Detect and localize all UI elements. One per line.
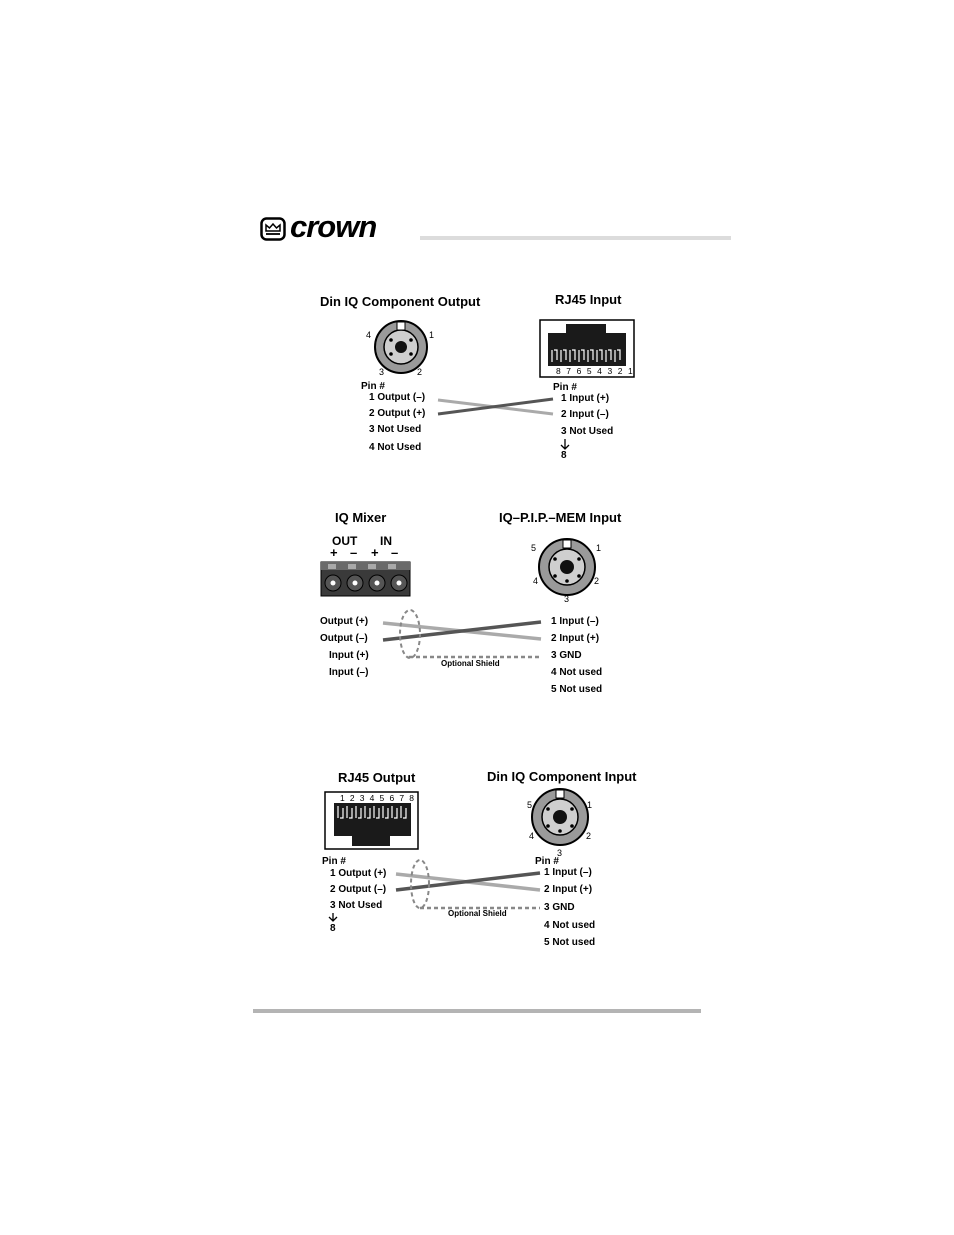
din-pin-label: 4 xyxy=(366,330,372,340)
iq-mixer-title: IQ Mixer xyxy=(335,510,387,525)
din-pin-label: 5 xyxy=(531,543,537,553)
pip-mem-input-title: IQ–P.I.P.–MEM Input xyxy=(499,510,622,525)
din-pin-label: 2 xyxy=(417,367,423,377)
rj45-input-title: RJ45 Input xyxy=(555,292,622,307)
wire-label: Input (+) xyxy=(329,650,369,661)
pin-row: 1 Input (–) xyxy=(551,616,599,627)
pin-row: 4 Not used xyxy=(551,667,603,678)
polarity-mark: + xyxy=(330,545,338,560)
out-label: OUT xyxy=(332,534,358,548)
shield-drain-wire xyxy=(410,657,540,658)
din-pin-label: 3 xyxy=(379,367,385,377)
pin-row: 5 Not used xyxy=(544,937,596,948)
pin-row: 4 Not Used xyxy=(369,442,422,453)
din-pin-label: 1 xyxy=(429,330,435,340)
din-connector-5pin xyxy=(539,539,595,595)
pin-range-end: 8 xyxy=(330,923,336,934)
terminal-block-connector xyxy=(321,562,410,596)
pin-row: 1 Output (–) xyxy=(369,392,426,403)
din-pin-label: 2 xyxy=(586,831,592,841)
din-pin-label: 3 xyxy=(557,848,563,858)
din-connector-5pin xyxy=(532,789,588,845)
pin-row: 3 Not Used xyxy=(330,900,383,911)
pin-header: Pin # xyxy=(535,856,559,867)
pin-row: 3 GND xyxy=(551,650,582,661)
wire-label: Output (+) xyxy=(320,616,369,627)
polarity-mark: – xyxy=(391,545,399,560)
pin-row: 2 Input (+) xyxy=(544,884,593,895)
wire-label: Input (–) xyxy=(329,667,369,678)
shield-label: Optional Shield xyxy=(441,659,500,668)
pin-row: 3 Not Used xyxy=(369,424,422,435)
din-pin-label: 2 xyxy=(594,576,600,586)
din-output-title: Din IQ Component Output xyxy=(320,294,481,309)
din-pin-label: 1 xyxy=(587,800,593,810)
rj45-pin-numbers: 1 2 3 4 5 6 7 8 xyxy=(340,793,416,803)
pin-header: Pin # xyxy=(361,381,385,392)
pin-row: 1 Input (–) xyxy=(544,867,592,878)
wire-label: Output (–) xyxy=(320,633,368,644)
pin-row: 2 Input (+) xyxy=(551,633,600,644)
shield-ellipse xyxy=(400,610,420,658)
pin-row: 2 Output (–) xyxy=(330,884,387,895)
range-arrow-icon xyxy=(561,439,569,449)
polarity-mark: + xyxy=(371,545,379,560)
pin-row: 1 Input (+) xyxy=(561,393,610,404)
brand-wordmark: crown xyxy=(290,209,377,244)
pin-range-end: 8 xyxy=(561,450,567,461)
din-pin-label: 5 xyxy=(527,800,533,810)
din-pin-label: 4 xyxy=(533,576,539,586)
din-connector-4pin xyxy=(375,321,427,373)
rj45-pin-numbers: 8 7 6 5 4 3 2 1 xyxy=(556,366,635,376)
polarity-mark: – xyxy=(350,545,358,560)
pin-header: Pin # xyxy=(553,382,577,393)
pin-header: Pin # xyxy=(322,856,346,867)
pin-row: 2 Input (–) xyxy=(561,409,609,420)
pin-row: 5 Not used xyxy=(551,684,603,695)
footer-rule xyxy=(253,1009,701,1013)
din-pin-label: 4 xyxy=(529,831,535,841)
din-pin-label: 1 xyxy=(596,543,602,553)
in-label: IN xyxy=(380,534,392,548)
pin-row: 2 Output (+) xyxy=(369,408,426,419)
din-input-title: Din IQ Component Input xyxy=(487,769,637,784)
din-pin-label: 3 xyxy=(564,594,570,604)
rj45-output-title: RJ45 Output xyxy=(338,770,416,785)
pin-row: 4 Not used xyxy=(544,920,596,931)
pin-row: 3 Not Used xyxy=(561,426,614,437)
shield-label: Optional Shield xyxy=(448,909,507,918)
pin-row: 3 GND xyxy=(544,902,575,913)
shield-ellipse xyxy=(411,860,429,908)
range-arrow-icon xyxy=(329,913,337,921)
pin-row: 1 Output (+) xyxy=(330,868,387,879)
